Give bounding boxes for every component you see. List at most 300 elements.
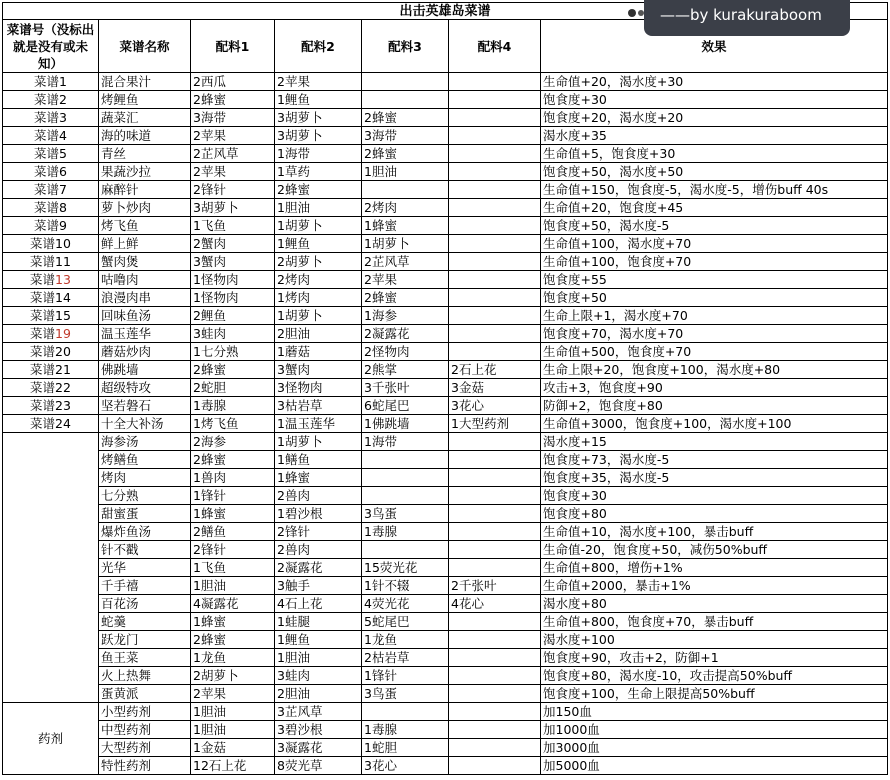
recipe-id: 菜谱14 xyxy=(3,289,99,307)
ingredient-2: 3胡萝卜 xyxy=(275,127,362,145)
ingredient-1: 2蛇胆 xyxy=(191,379,275,397)
ingredient-3: 2芷风草 xyxy=(362,253,449,271)
ingredient-4 xyxy=(449,109,541,127)
header-ingredient-1: 配料1 xyxy=(191,20,275,73)
effect: 生命值+20，渴水度+30 xyxy=(541,73,888,91)
recipe-table xyxy=(2,2,888,775)
effect: 饱食度+70，渴水度+70 xyxy=(541,325,888,343)
recipe-id xyxy=(3,487,99,505)
ingredient-4 xyxy=(449,343,541,361)
table-row xyxy=(3,397,888,415)
ingredient-3 xyxy=(362,91,449,109)
table-row xyxy=(3,91,888,109)
ingredient-4 xyxy=(449,199,541,217)
recipe-id: 菜谱15 xyxy=(3,307,99,325)
recipe-name: 回味鱼汤 xyxy=(99,307,191,325)
effect: 加1000血 xyxy=(541,721,888,739)
table-row xyxy=(3,739,888,757)
recipe-id xyxy=(3,577,99,595)
recipe-name: 温玉莲华 xyxy=(99,325,191,343)
effect: 防御+2，饱食度+80 xyxy=(541,397,888,415)
table-row xyxy=(3,469,888,487)
ingredient-2: 1鲤鱼 xyxy=(275,631,362,649)
table-row xyxy=(3,145,888,163)
recipe-name: 中型药剂 xyxy=(99,721,191,739)
recipe-id xyxy=(3,451,99,469)
ingredient-4 xyxy=(449,91,541,109)
ingredient-2: 1温玉莲华 xyxy=(275,415,362,433)
recipe-name: 麻醉针 xyxy=(99,181,191,199)
ingredient-3: 2凝露花 xyxy=(362,325,449,343)
recipe-id xyxy=(3,559,99,577)
recipe-id: 菜谱24 xyxy=(3,415,99,433)
recipe-name: 针不戳 xyxy=(99,541,191,559)
ingredient-2: 2兽肉 xyxy=(275,487,362,505)
ingredient-1: 12石上花 xyxy=(191,757,275,775)
recipe-id xyxy=(3,667,99,685)
recipe-id-number: 13 xyxy=(55,272,71,287)
ingredient-4 xyxy=(449,271,541,289)
ingredient-4 xyxy=(449,613,541,631)
ingredient-3 xyxy=(362,541,449,559)
table-row xyxy=(3,361,888,379)
ingredient-1: 1蜂蜜 xyxy=(191,613,275,631)
recipe-id: 菜谱2 xyxy=(3,91,99,109)
ingredient-4 xyxy=(449,145,541,163)
ingredient-1: 1飞鱼 xyxy=(191,559,275,577)
recipe-name: 蔬菜汇 xyxy=(99,109,191,127)
ingredient-1: 2苹果 xyxy=(191,685,275,703)
ingredient-2: 1蛙腿 xyxy=(275,613,362,631)
recipe-id: 菜谱10 xyxy=(3,235,99,253)
recipe-id: 菜谱21 xyxy=(3,361,99,379)
ingredient-4: 2石上花 xyxy=(449,361,541,379)
recipe-name: 蟹肉煲 xyxy=(99,253,191,271)
table-row xyxy=(3,289,888,307)
effect: 饱食度+73，渴水度-5 xyxy=(541,451,888,469)
ingredient-1: 2蜂蜜 xyxy=(191,91,275,109)
effect: 生命值+800，增伤+1% xyxy=(541,559,888,577)
ingredient-3: 4荧光花 xyxy=(362,595,449,613)
effect: 加3000血 xyxy=(541,739,888,757)
effect: 饱食度+50 xyxy=(541,289,888,307)
ingredient-3: 1海参 xyxy=(362,307,449,325)
effect: 渴水度+100 xyxy=(541,631,888,649)
ingredient-1: 1怪物肉 xyxy=(191,271,275,289)
table-row xyxy=(3,109,888,127)
ingredient-2: 1蜂蜜 xyxy=(275,469,362,487)
ingredient-2: 1鳝鱼 xyxy=(275,451,362,469)
ingredient-2: 1胡萝卜 xyxy=(275,217,362,235)
table-row xyxy=(3,685,888,703)
ingredient-3 xyxy=(362,181,449,199)
ingredient-2: 1胆油 xyxy=(275,199,362,217)
ingredient-4: 2千张叶 xyxy=(449,577,541,595)
ingredient-2: 1海带 xyxy=(275,145,362,163)
recipe-id: 菜谱5 xyxy=(3,145,99,163)
ingredient-2: 2凝露花 xyxy=(275,559,362,577)
ingredient-3: 3千张叶 xyxy=(362,379,449,397)
ingredient-2: 3胡萝卜 xyxy=(275,109,362,127)
ingredient-2: 2锋针 xyxy=(275,523,362,541)
ingredient-2: 3蛙肉 xyxy=(275,667,362,685)
ingredient-3: 5蛇尾巴 xyxy=(362,613,449,631)
ingredient-1: 2苹果 xyxy=(191,127,275,145)
ingredient-2: 1烤肉 xyxy=(275,289,362,307)
recipe-name: 大型药剂 xyxy=(99,739,191,757)
effect: 生命值+5，饱食度+30 xyxy=(541,145,888,163)
ingredient-2: 3怪物肉 xyxy=(275,379,362,397)
ingredient-3: 1锋针 xyxy=(362,667,449,685)
ingredient-3 xyxy=(362,73,449,91)
recipe-id: 菜谱4 xyxy=(3,127,99,145)
ingredient-2: 1胡萝卜 xyxy=(275,307,362,325)
table-row xyxy=(3,199,888,217)
ingredient-4 xyxy=(449,325,541,343)
table-row xyxy=(3,577,888,595)
ingredient-1: 1怪物肉 xyxy=(191,289,275,307)
recipe-name: 烤飞鱼 xyxy=(99,217,191,235)
ingredient-2: 3枯岩草 xyxy=(275,397,362,415)
recipe-name: 浪漫肉串 xyxy=(99,289,191,307)
ingredient-1: 2蜂蜜 xyxy=(191,451,275,469)
ingredient-2: 1胡萝卜 xyxy=(275,433,362,451)
table-row xyxy=(3,451,888,469)
recipe-id xyxy=(3,505,99,523)
ingredient-2: 1胆油 xyxy=(275,649,362,667)
effect: 渴水度+80 xyxy=(541,595,888,613)
ingredient-1: 2锋针 xyxy=(191,181,275,199)
recipe-id: 菜谱6 xyxy=(3,163,99,181)
ingredient-2: 1碧沙根 xyxy=(275,505,362,523)
ingredient-4 xyxy=(449,757,541,775)
ingredient-2: 2胡萝卜 xyxy=(275,253,362,271)
effect: 饱食度+80，渴水度-10，攻击提高50%buff xyxy=(541,667,888,685)
watermark-text: ——by kurakuraboom xyxy=(660,6,822,24)
ingredient-2: 2蜂蜜 xyxy=(275,181,362,199)
ingredient-3: 2蜂蜜 xyxy=(362,145,449,163)
ingredient-1: 2蟹肉 xyxy=(191,235,275,253)
ingredient-1: 2蜂蜜 xyxy=(191,361,275,379)
ingredient-1: 1金菇 xyxy=(191,739,275,757)
ingredient-4 xyxy=(449,253,541,271)
recipe-name: 烤鲤鱼 xyxy=(99,91,191,109)
effect: 渴水度+35 xyxy=(541,127,888,145)
recipe-name: 甜蜜蛋 xyxy=(99,505,191,523)
table-row xyxy=(3,667,888,685)
recipe-name: 果蔬沙拉 xyxy=(99,163,191,181)
effect: 饱食度+35，渴水度-5 xyxy=(541,469,888,487)
table-row xyxy=(3,721,888,739)
ingredient-4: 4花心 xyxy=(449,595,541,613)
ingredient-3: 1佛跳墙 xyxy=(362,415,449,433)
effect: 生命值+100，渴水度+70 xyxy=(541,235,888,253)
recipe-name: 咕噜肉 xyxy=(99,271,191,289)
recipe-name: 光华 xyxy=(99,559,191,577)
ingredient-4 xyxy=(449,523,541,541)
recipe-name: 蘑菇炒肉 xyxy=(99,343,191,361)
potion-group-label: 药剂 xyxy=(3,703,99,775)
recipe-id xyxy=(3,595,99,613)
ingredient-4 xyxy=(449,163,541,181)
recipe-name: 百花汤 xyxy=(99,595,191,613)
ingredient-3: 1蛇胆 xyxy=(362,739,449,757)
recipe-name: 烤鳝鱼 xyxy=(99,451,191,469)
recipe-name: 佛跳墙 xyxy=(99,361,191,379)
ingredient-4 xyxy=(449,217,541,235)
header-ingredient-3: 配料3 xyxy=(362,20,449,73)
recipe-name: 蛋黄派 xyxy=(99,685,191,703)
effect: 加150血 xyxy=(541,703,888,721)
ingredient-1: 3蟹肉 xyxy=(191,253,275,271)
header-effect: 效果 xyxy=(541,20,888,73)
ingredient-4 xyxy=(449,127,541,145)
ingredient-3: 3鸟蛋 xyxy=(362,505,449,523)
effect: 饱食度+50，渴水度-5 xyxy=(541,217,888,235)
recipe-name: 烤肉 xyxy=(99,469,191,487)
effect: 渴水度+15 xyxy=(541,433,888,451)
ingredient-3: 2枯岩草 xyxy=(362,649,449,667)
recipe-id: 菜谱11 xyxy=(3,253,99,271)
recipe-id: 菜谱7 xyxy=(3,181,99,199)
table-row xyxy=(3,523,888,541)
ingredient-3: 2蜂蜜 xyxy=(362,289,449,307)
table-row xyxy=(3,235,888,253)
ingredient-3 xyxy=(362,469,449,487)
ingredient-3: 15荧光花 xyxy=(362,559,449,577)
table-row xyxy=(3,127,888,145)
ingredient-4: 3金菇 xyxy=(449,379,541,397)
ingredient-4: 1大型药剂 xyxy=(449,415,541,433)
ingredient-4: 3花心 xyxy=(449,397,541,415)
ingredient-4 xyxy=(449,505,541,523)
ingredient-3: 3鸟蛋 xyxy=(362,685,449,703)
ingredient-1: 2苹果 xyxy=(191,163,275,181)
ingredient-3: 2蜂蜜 xyxy=(362,109,449,127)
recipe-id: 菜谱22 xyxy=(3,379,99,397)
ingredient-3: 1针不辍 xyxy=(362,577,449,595)
table-row xyxy=(3,757,888,775)
recipe-name: 鱼王菜 xyxy=(99,649,191,667)
recipe-id xyxy=(3,433,99,451)
ingredient-2: 3碧沙根 xyxy=(275,721,362,739)
effect: 生命上限+20，饱食度+100，渴水度+80 xyxy=(541,361,888,379)
ingredient-4 xyxy=(449,469,541,487)
ingredient-2: 2胆油 xyxy=(275,685,362,703)
effect: 饱食度+20，渴水度+20 xyxy=(541,109,888,127)
table-row xyxy=(3,703,888,721)
ingredient-1: 3胡萝卜 xyxy=(191,199,275,217)
recipe-name: 鲜上鲜 xyxy=(99,235,191,253)
ingredient-4 xyxy=(449,559,541,577)
recipe-name: 蛇羹 xyxy=(99,613,191,631)
table-row xyxy=(3,343,888,361)
table-row xyxy=(3,325,888,343)
effect: 加5000血 xyxy=(541,757,888,775)
ingredient-4 xyxy=(449,487,541,505)
table-row xyxy=(3,631,888,649)
effect: 饱食度+55 xyxy=(541,271,888,289)
effect: 生命值-20，饱食度+50，减伤50%buff xyxy=(541,541,888,559)
effect: 生命值+2000，暴击+1% xyxy=(541,577,888,595)
sheet-title: 出击英雄岛菜谱 xyxy=(3,3,888,20)
effect: 饱食度+100，生命上限提高50%buff xyxy=(541,685,888,703)
recipe-id xyxy=(3,685,99,703)
ingredient-2: 2胆油 xyxy=(275,325,362,343)
recipe-name: 超级特攻 xyxy=(99,379,191,397)
effect: 饱食度+30 xyxy=(541,91,888,109)
recipe-name: 青丝 xyxy=(99,145,191,163)
effect: 生命值+10，渴水度+100，暴击buff xyxy=(541,523,888,541)
ingredient-4 xyxy=(449,685,541,703)
ingredient-2: 4石上花 xyxy=(275,595,362,613)
recipe-id xyxy=(3,649,99,667)
effect: 饱食度+30 xyxy=(541,487,888,505)
table-row xyxy=(3,559,888,577)
ingredient-1: 1烤飞鱼 xyxy=(191,415,275,433)
ingredient-1: 1锋针 xyxy=(191,487,275,505)
ingredient-3: 2苹果 xyxy=(362,271,449,289)
ingredient-2: 3凝露花 xyxy=(275,739,362,757)
effect: 饱食度+50，渴水度+50 xyxy=(541,163,888,181)
effect: 生命上限+1，渴水度+70 xyxy=(541,307,888,325)
table-row xyxy=(3,253,888,271)
table-row xyxy=(3,649,888,667)
ingredient-3: 3花心 xyxy=(362,757,449,775)
ingredient-4 xyxy=(449,649,541,667)
ingredient-2: 8荧光草 xyxy=(275,757,362,775)
ingredient-3: 1胆油 xyxy=(362,163,449,181)
table-row xyxy=(3,181,888,199)
effect: 饱食度+80 xyxy=(541,505,888,523)
table-row xyxy=(3,541,888,559)
ingredient-3: 2熊掌 xyxy=(362,361,449,379)
ingredient-1: 1蜂蜜 xyxy=(191,505,275,523)
table-row xyxy=(3,613,888,631)
table-row xyxy=(3,217,888,235)
ingredient-4 xyxy=(449,451,541,469)
ingredient-3: 1蜂蜜 xyxy=(362,217,449,235)
recipe-name: 爆炸鱼汤 xyxy=(99,523,191,541)
ingredient-1: 2鲤鱼 xyxy=(191,307,275,325)
header-recipe-name: 菜谱名称 xyxy=(99,20,191,73)
ingredient-3 xyxy=(362,487,449,505)
table-row xyxy=(3,505,888,523)
effect: 生命值+800，饱食度+70，暴击buff xyxy=(541,613,888,631)
recipe-id: 菜谱9 xyxy=(3,217,99,235)
ingredient-2: 2烤肉 xyxy=(275,271,362,289)
recipe-id: 菜谱20 xyxy=(3,343,99,361)
recipe-name: 千手禧 xyxy=(99,577,191,595)
table-row xyxy=(3,433,888,451)
ingredient-1: 3海带 xyxy=(191,109,275,127)
ingredient-4 xyxy=(449,703,541,721)
ingredient-2: 3芷风草 xyxy=(275,703,362,721)
ingredient-1: 2锋针 xyxy=(191,541,275,559)
recipe-name: 十全大补汤 xyxy=(99,415,191,433)
ingredient-3: 1海带 xyxy=(362,433,449,451)
ingredient-2: 1蘑菇 xyxy=(275,343,362,361)
ingredient-3: 1龙鱼 xyxy=(362,631,449,649)
ingredient-2: 2兽肉 xyxy=(275,541,362,559)
ingredient-3: 2烤肉 xyxy=(362,199,449,217)
ingredient-1: 1胆油 xyxy=(191,721,275,739)
ingredient-1: 1七分熟 xyxy=(191,343,275,361)
ingredient-4 xyxy=(449,73,541,91)
recipe-id: 菜谱3 xyxy=(3,109,99,127)
ingredient-1: 2胡萝卜 xyxy=(191,667,275,685)
recipe-name: 海参汤 xyxy=(99,433,191,451)
ingredient-4 xyxy=(449,541,541,559)
ingredient-1: 3蛙肉 xyxy=(191,325,275,343)
header-ingredient-4: 配料4 xyxy=(449,20,541,73)
ingredient-4 xyxy=(449,235,541,253)
ingredient-2: 1鲤鱼 xyxy=(275,235,362,253)
watermark-dot-icon xyxy=(628,9,636,17)
header-recipe-id: 菜谱号（没标出就是没有或未知） xyxy=(3,20,99,73)
table-row xyxy=(3,595,888,613)
recipe-id: 菜谱13 xyxy=(3,271,99,289)
ingredient-1: 2海参 xyxy=(191,433,275,451)
ingredient-2: 3蟹肉 xyxy=(275,361,362,379)
ingredient-2: 1鲤鱼 xyxy=(275,91,362,109)
ingredient-4 xyxy=(449,631,541,649)
ingredient-4 xyxy=(449,433,541,451)
table-row xyxy=(3,73,888,91)
recipe-name: 混合果汁 xyxy=(99,73,191,91)
ingredient-3 xyxy=(362,703,449,721)
effect: 生命值+150，饱食度-5，渴水度-5，增伤buff 40s xyxy=(541,181,888,199)
watermark-banner xyxy=(644,0,850,36)
table-row xyxy=(3,487,888,505)
ingredient-3: 1胡萝卜 xyxy=(362,235,449,253)
table-row xyxy=(3,163,888,181)
effect: 生命值+20，饱食度+45 xyxy=(541,199,888,217)
ingredient-3: 6蛇尾巴 xyxy=(362,397,449,415)
table-row xyxy=(3,415,888,433)
ingredient-4 xyxy=(449,307,541,325)
ingredient-1: 1飞鱼 xyxy=(191,217,275,235)
recipe-name: 跃龙门 xyxy=(99,631,191,649)
ingredient-4 xyxy=(449,667,541,685)
ingredient-1: 4凝露花 xyxy=(191,595,275,613)
ingredient-1: 1兽肉 xyxy=(191,469,275,487)
header-ingredient-2: 配料2 xyxy=(275,20,362,73)
ingredient-1: 2蜂蜜 xyxy=(191,631,275,649)
recipe-id xyxy=(3,541,99,559)
ingredient-3: 1毒腺 xyxy=(362,523,449,541)
recipe-name: 火上热舞 xyxy=(99,667,191,685)
recipe-name: 七分熟 xyxy=(99,487,191,505)
effect: 攻击+3，饱食度+90 xyxy=(541,379,888,397)
recipe-id xyxy=(3,631,99,649)
effect: 生命值+3000，饱食度+100，渴水度+100 xyxy=(541,415,888,433)
ingredient-1: 2鳝鱼 xyxy=(191,523,275,541)
effect: 生命值+100，饱食度+70 xyxy=(541,253,888,271)
ingredient-4 xyxy=(449,289,541,307)
ingredient-1: 2芷风草 xyxy=(191,145,275,163)
recipe-id: 菜谱1 xyxy=(3,73,99,91)
ingredient-1: 2西瓜 xyxy=(191,73,275,91)
ingredient-4 xyxy=(449,739,541,757)
recipe-name: 小型药剂 xyxy=(99,703,191,721)
ingredient-1: 1胆油 xyxy=(191,703,275,721)
recipe-id: 菜谱19 xyxy=(3,325,99,343)
table-row xyxy=(3,379,888,397)
ingredient-1: 1毒腺 xyxy=(191,397,275,415)
recipe-id-number: 19 xyxy=(55,326,71,341)
recipe-name: 萝卜炒肉 xyxy=(99,199,191,217)
